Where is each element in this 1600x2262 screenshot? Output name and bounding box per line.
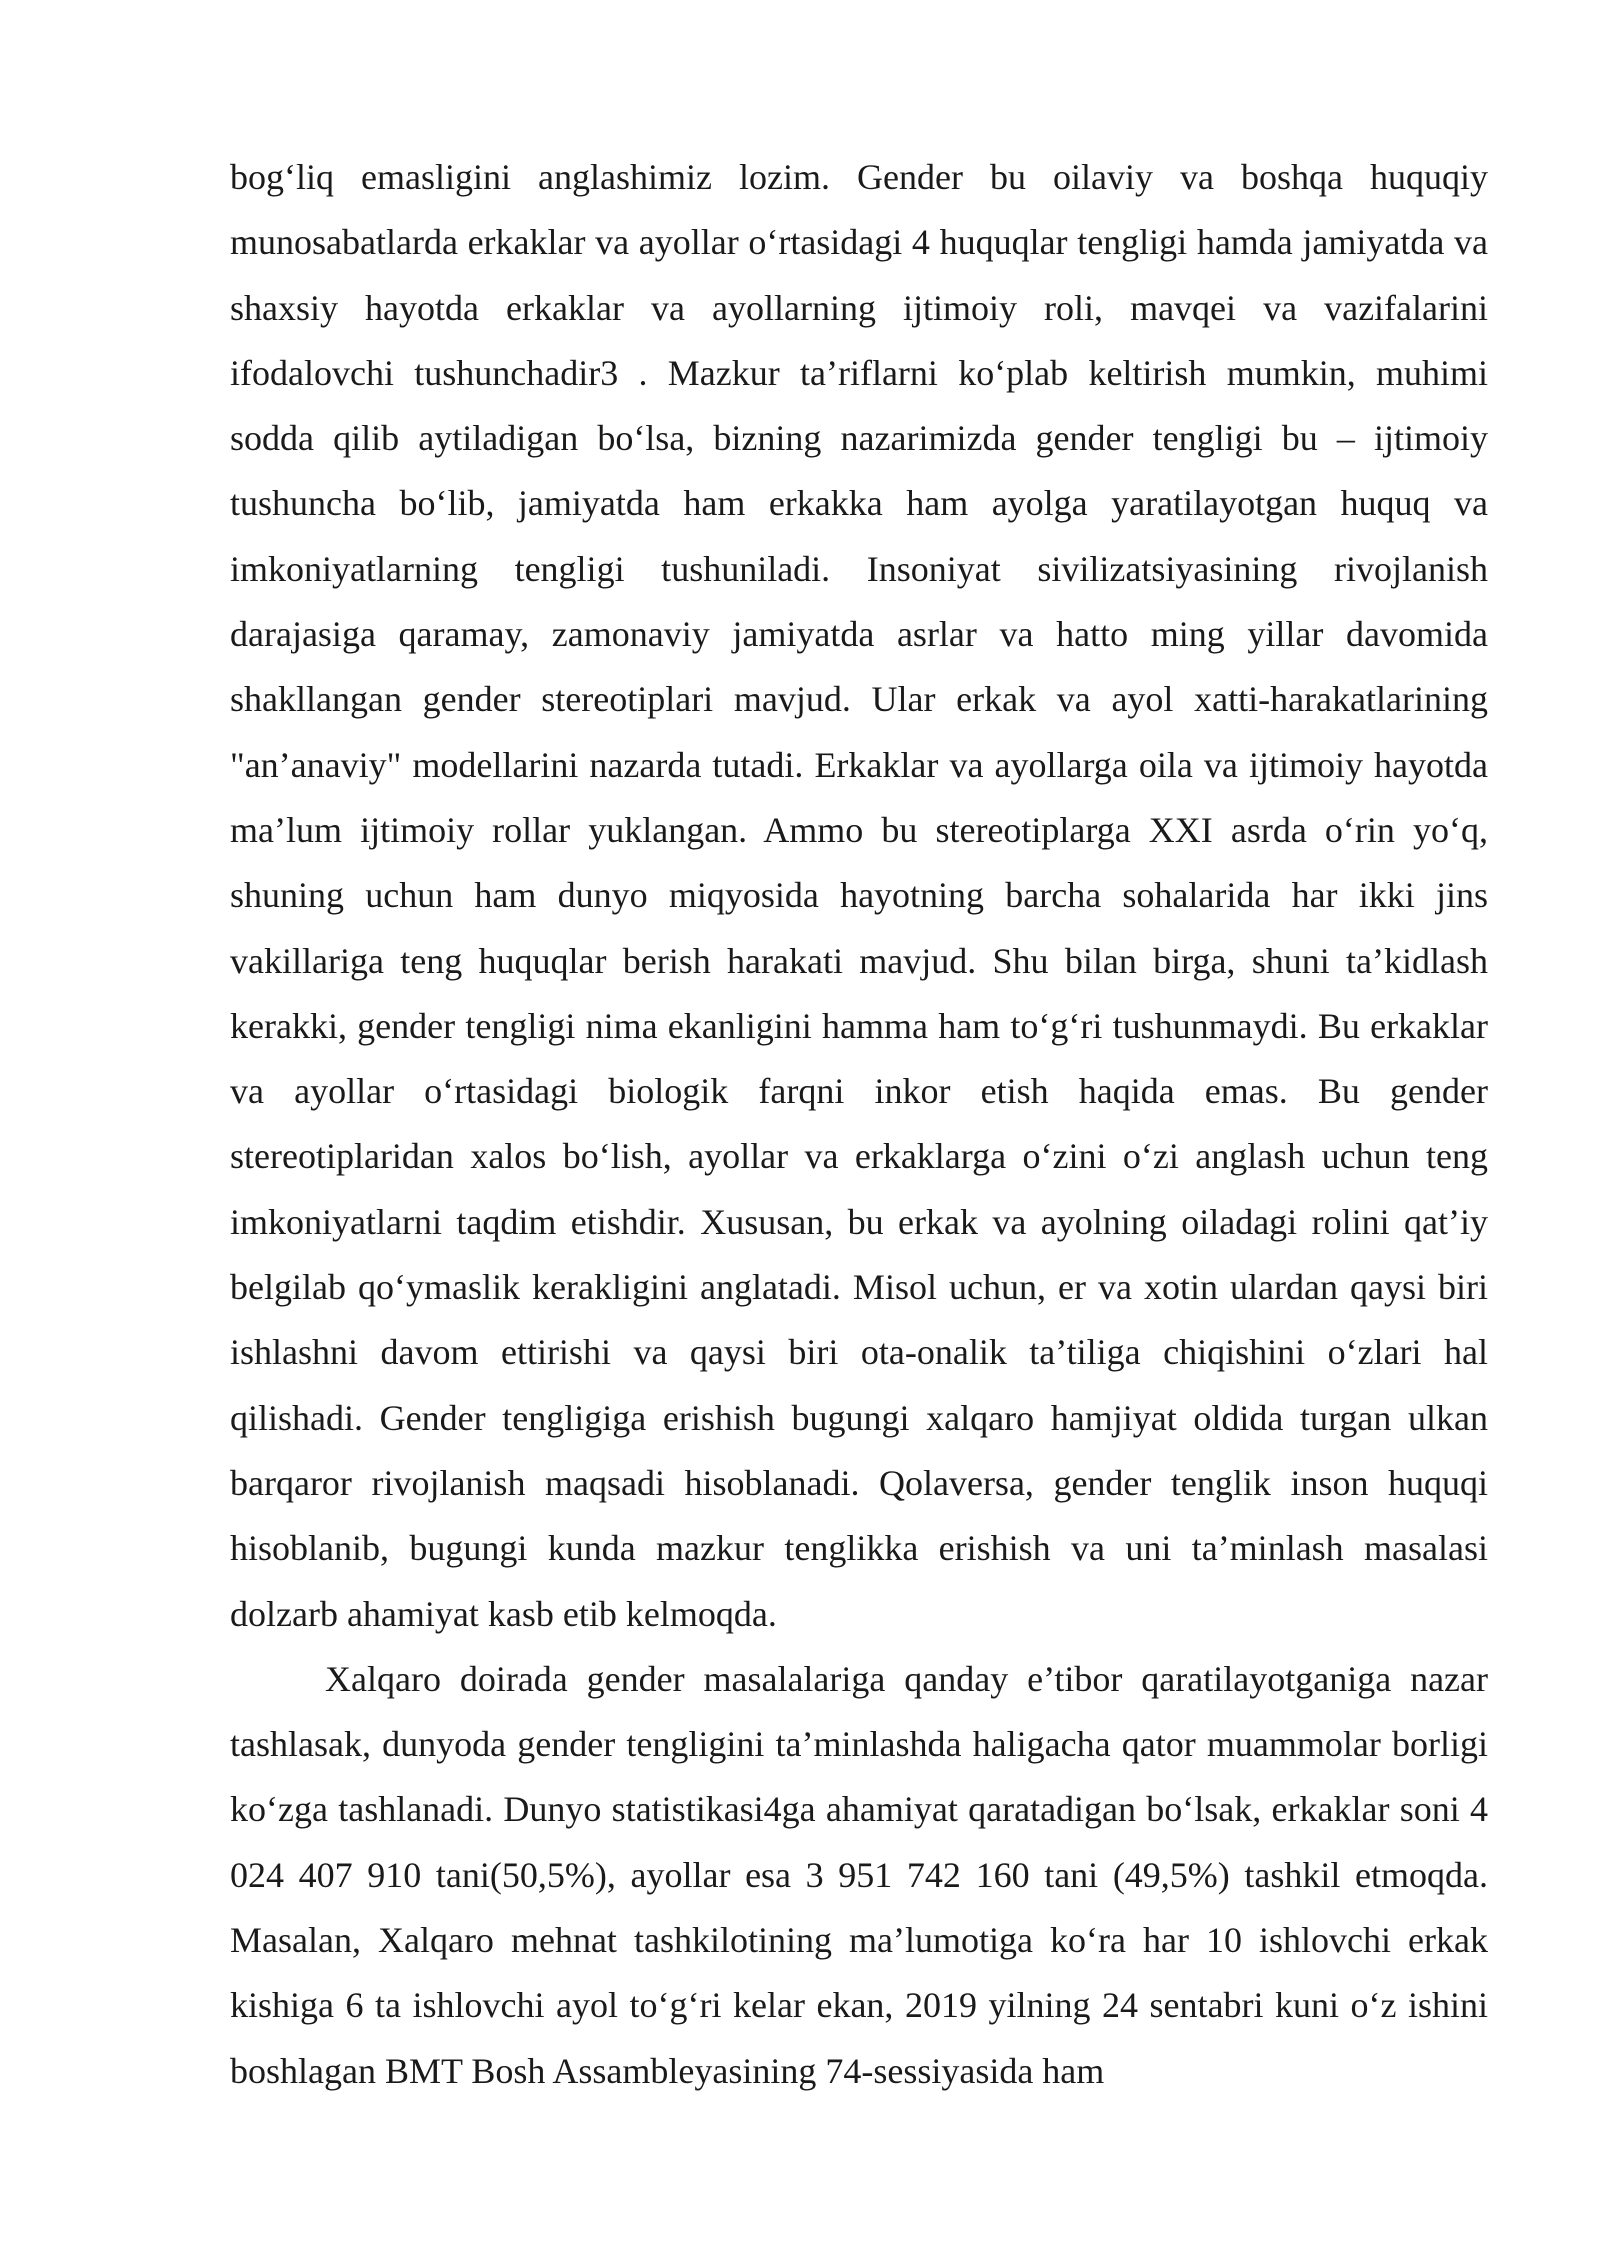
body-text — [230, 145, 1488, 2104]
paragraph-1: bog‘liq emasligini anglashimiz lozim. Gender bu oilaviy va boshqa huquqiy munosabatlarda erkaklar va ayollar o‘rtasidagi 4 huquqlar tengligi hamda jamiyatda va shaxsiy hayotda erkaklar va ayollarning ijtimoiy roli, mavqei va vazifalarini ifodalovchi tushunchadir3 . Mazkur ta’riflarni ko‘plab keltirish mumkin, muhimi sodda qilib aytiladigan bo‘lsa, bizning nazarimizda gender tengligi bu – ijtimoiy tushuncha bo‘lib, jamiyatda ham erkakka ham ayolga yaratilayotgan huquq va imkoniyatlarning tengligi tushuniladi. Insoniyat sivilizatsiyasining rivojlanish darajasiga qaramay, zamonaviy jamiyatda asrlar va hatto ming yillar davomida shakllangan gender stereotiplari mavjud. Ular erkak va ayol xatti-harakatlarining "an’anaviy" modellarini nazarda tutadi. Erkaklar va ayollarga oila va ijtimoiy hayotda ma’lum ijtimoiy rollar yuklangan. Ammo bu stereotiplarga XXI asrda o‘rin yo‘q, shuning uchun ham dunyo miqyosida hayotning barcha sohalarida har ikki jins vakillariga teng huquqlar berish harakati mavjud. Shu bilan birga, shuni ta’kidlash kerakki, gender tengligi nima ekanligini hamma ham to‘g‘ri tushunmaydi. Bu erkaklar va ayollar o‘rtasidagi biologik farqni inkor etish haqida emas. Bu gender stereotiplaridan xalos bo‘lish, ayollar va erkaklarga o‘zini o‘zi anglash uchun teng imkoniyatlarni taqdim etishdir. Xususan, bu erkak va ayolning oiladagi rolini qat’iy belgilab qo‘ymaslik kerakligini anglatadi. Misol uchun, er va xotin ulardan qaysi biri ishlashni davom ettirishi va qaysi biri ota-onalik ta’tiliga chiqishini o‘zlari hal qilishadi. Gender tengligiga erishish bugungi xalqaro hamjiyat oldida turgan ulkan barqaror rivojlanish maqsadi hisoblanadi. Qolaversa, gender tenglik inson huquqi hisoblanib, bugungi kunda mazkur tenglikka erishish va uni ta’minlash masalasi dolzarb ahamiyat kasb etib kelmoqda. — [230, 157, 1488, 1634]
paragraph-2: Xalqaro doirada gender masalalariga qanday e’tibor qaratilayotganiga nazar tashlasak, dunyoda gender tengligini ta’minlashda haligacha qator muammolar borligi ko‘zga tashlanadi. Dunyo statistikasi4ga ahamiyat qaratadigan bo‘lsak, erkaklar soni 4 024 407 910 tani(50,5%), ayollar esa 3 951 742 160 tani (49,5%) tashkil etmoqda. Masalan, Xalqaro mehnat tashkilotining ma’lumotiga ko‘ra har 10 ishlovchi erkak kishiga 6 ta ishlovchi ayol to‘g‘ri kelar ekan, 2019 yilning 24 sentabri kuni o‘z ishini boshlagan BMT Bosh Assambleyasining 74-sessiyasida ham — [230, 1658, 1488, 2091]
